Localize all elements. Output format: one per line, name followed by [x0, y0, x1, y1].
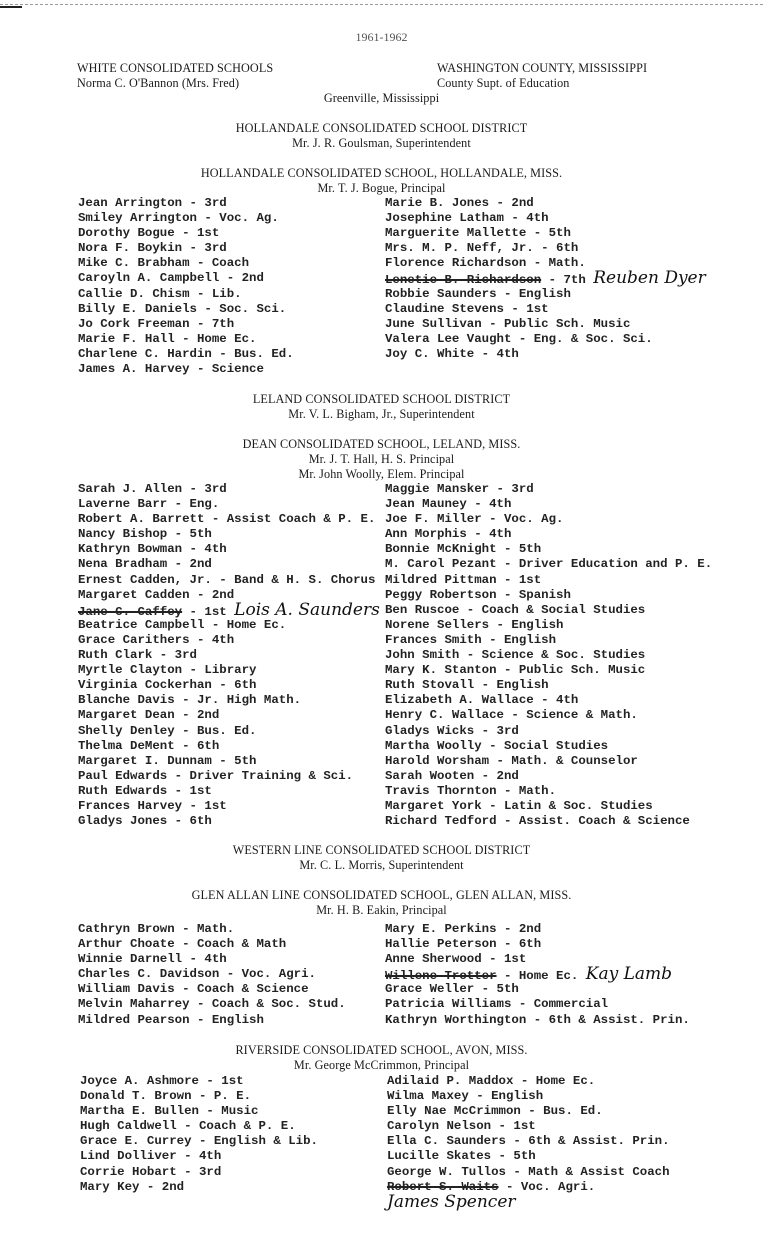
staff-entry: Grace Carithers - 4th	[78, 632, 235, 647]
staff-entry: Gladys Jones - 6th	[78, 814, 212, 829]
staff-entry	[78, 599, 380, 620]
staff-entry: Margaret I. Dunnam - 5th	[78, 753, 257, 768]
staff-entry: Jean Mauney - 4th	[385, 497, 512, 512]
staff-entry: Joe F. Miller - Voc. Ag.	[385, 512, 564, 527]
header-left-name: Norma C. O'Bannon (Mrs. Fred)	[77, 76, 240, 90]
staff-entry: Marie F. Hall - Home Ec.	[78, 331, 257, 346]
staff-entry: Elly Nae McCrimmon - Bus. Ed.	[387, 1104, 603, 1119]
staff-entry: Donald T. Brown - P. E.	[80, 1089, 252, 1104]
staff-entry: Sarah J. Allen - 3rd	[78, 482, 227, 496]
staff-entry: Mildred Pearson - English	[78, 1012, 264, 1027]
header-left-title: WHITE CONSOLIDATED SCHOOLS	[77, 61, 274, 75]
staff-entry: Gladys Wicks - 3rd	[385, 723, 519, 738]
district-superintendent: Mr. C. L. Morris, Superintendent	[299, 858, 464, 872]
school-principal: Mr. John Woolly, Elem. Principal	[298, 467, 465, 481]
staff-entry: Ruth Edwards - 1st	[78, 783, 212, 798]
school-principal: Mr. J. T. Hall, H. S. Principal	[308, 452, 455, 466]
staff-entry: Joy C. White - 4th	[385, 346, 519, 361]
staff-entry: Ruth Stovall - English	[385, 678, 549, 693]
staff-entry: Mary E. Perkins - 2nd	[385, 922, 542, 936]
staff-entry: Myrtle Clayton - Library	[78, 663, 257, 678]
staff-entry: Anne Sherwood - 1st	[385, 952, 527, 967]
staff-entry: Maggie Mansker - 3rd	[385, 482, 534, 496]
staff-entry: Hugh Caldwell - Coach & P. E.	[80, 1119, 296, 1134]
staff-entry: Hallie Peterson - 6th	[385, 937, 542, 952]
staff-entry: Martha E. Bullen - Music	[80, 1104, 259, 1119]
school-title: DEAN CONSOLIDATED SCHOOL, LELAND, MISS.	[242, 437, 521, 451]
staff-entry: Callie D. Chism - Lib.	[78, 286, 242, 301]
staff-entry	[387, 1191, 670, 1212]
staff-entry: Joyce A. Ashmore - 1st	[80, 1074, 244, 1088]
staff-entry: Melvin Maharrey - Coach & Soc. Stud.	[78, 997, 346, 1012]
staff-entry: Jo Cork Freeman - 7th	[78, 316, 235, 331]
school-title: GLEN ALLAN LINE CONSOLIDATED SCHOOL, GLEN ALLAN, MISS.	[191, 888, 572, 902]
staff-entry: Ella C. Saunders - 6th & Assist. Prin.	[387, 1134, 670, 1149]
staff-entry: Jean Arrington - 3rd	[78, 196, 227, 210]
staff-entry: Shelly Denley - Bus. Ed.	[78, 723, 257, 738]
handwritten-replacement: James Spencer	[387, 1191, 516, 1212]
staff-entry: Bonnie McKnight - 5th	[385, 542, 542, 557]
staff-entry: M. Carol Pezant - Driver Education and P. E.	[385, 557, 713, 572]
staff-list-right	[385, 922, 690, 1028]
staff-entry: Elizabeth A. Wallace - 4th	[385, 693, 579, 708]
district-superintendent: Mr. V. L. Bigham, Jr., Superintendent	[288, 407, 475, 421]
staff-entry: Nancy Bishop - 5th	[78, 527, 212, 542]
staff-entry: Travis Thornton - Math.	[385, 783, 557, 798]
staff-entry: Mary K. Stanton - Public Sch. Music	[385, 663, 646, 678]
staff-entry: Nora F. Boykin - 3rd	[78, 241, 227, 256]
struck-name: Willene Trotter	[385, 969, 497, 984]
header-city: Greenville, Mississippi	[323, 91, 440, 105]
staff-entry: James A. Harvey - Science	[78, 362, 264, 377]
staff-entry: Thelma DeMent - 6th	[78, 738, 220, 753]
staff-entry: Cathryn Brown - Math.	[78, 922, 235, 936]
staff-entry: Harold Worsham - Math. & Counselor	[385, 753, 638, 768]
district-title: WESTERN LINE CONSOLIDATED SCHOOL DISTRICT	[232, 843, 531, 857]
school-principal: Mr. H. B. Eakin, Principal	[316, 903, 447, 917]
assignment: - 1st	[182, 604, 235, 619]
header-right-title: WASHINGTON COUNTY, MISSISSIPPI	[437, 61, 648, 75]
staff-list-left	[78, 196, 294, 377]
staff-entry: Peggy Robertson - Spanish	[385, 587, 571, 602]
district-title: LELAND CONSOLIDATED SCHOOL DISTRICT	[252, 392, 511, 406]
staff-entry: Ruth Clark - 3rd	[78, 648, 197, 663]
staff-entry: Marie B. Jones - 2nd	[385, 196, 534, 210]
staff-entry	[385, 268, 706, 289]
staff-entry: Blanche Davis - Jr. High Math.	[78, 693, 302, 708]
staff-entry: Claudine Stevens - 1st	[385, 301, 549, 316]
staff-entry: Florence Richardson - Math.	[385, 256, 586, 271]
staff-list-right	[385, 482, 712, 829]
staff-entry: Arthur Choate - Coach & Math	[78, 937, 287, 952]
struck-name: Lenetie B. Richardson	[385, 273, 542, 288]
staff-entry: Margaret Cadden - 2nd	[78, 587, 235, 602]
staff-entry: Mary Key - 2nd	[80, 1179, 185, 1194]
staff-entry: Caroyln A. Campbell - 2nd	[78, 271, 264, 286]
staff-entry: Adilaid P. Maddox - Home Ec.	[387, 1074, 596, 1088]
staff-entry: Richard Tedford - Assist. Coach & Science	[385, 814, 690, 829]
staff-entry: Carolyn Nelson - 1st	[387, 1119, 536, 1134]
staff-entry: Grace Weller - 5th	[385, 982, 519, 997]
staff-list-right	[387, 1074, 670, 1210]
staff-entry: Laverne Barr - Eng.	[78, 497, 220, 512]
staff-entry: Lucille Skates - 5th	[387, 1149, 536, 1164]
staff-entry: Ben Ruscoe - Coach & Social Studies	[385, 602, 646, 617]
staff-entry: Dorothy Bogue - 1st	[78, 226, 220, 241]
staff-entry: Nena Bradham - 2nd	[78, 557, 212, 572]
staff-entry: Patricia Williams - Commercial	[385, 997, 609, 1012]
staff-entry: Norene Sellers - English	[385, 617, 564, 632]
staff-entry: George W. Tullos - Math & Assist Coach	[387, 1164, 670, 1179]
scan-mark	[0, 6, 22, 8]
staff-entry: Winnie Darnell - 4th	[78, 952, 227, 967]
school-principal: Mr. George McCrimmon, Principal	[293, 1058, 470, 1072]
assignment: - Voc. Agri.	[498, 1179, 596, 1194]
staff-entry: Marguerite Mallette - 5th	[385, 226, 571, 241]
staff-entry: Charles C. Davidson - Voc. Agri.	[78, 967, 316, 982]
staff-entry: Sarah Wooten - 2nd	[385, 768, 519, 783]
staff-entry: William Davis - Coach & Science	[78, 982, 309, 997]
school-title: HOLLANDALE CONSOLIDATED SCHOOL, HOLLANDALE, MISS.	[200, 166, 563, 180]
assignment: - 7th	[541, 273, 594, 288]
document-year: 1961-1962	[355, 30, 408, 44]
handwritten-replacement: Lois A. Saunders	[234, 599, 380, 620]
staff-entry: Josephine Latham - 4th	[385, 211, 549, 226]
staff-list-left	[78, 922, 346, 1028]
staff-entry: Wilma Maxey - English	[387, 1089, 544, 1104]
struck-name: Robert S. Waits	[387, 1179, 499, 1194]
struck-name: Jane C. Caffey	[78, 604, 183, 619]
staff-entry: Smiley Arrington - Voc. Ag.	[78, 211, 279, 226]
staff-entry: Ernest Cadden, Jr. - Band & H. S. Chorus	[78, 572, 376, 587]
district-title: HOLLANDALE CONSOLIDATED SCHOOL DISTRICT	[235, 121, 528, 135]
handwritten-replacement: Kay Lamb	[585, 964, 673, 985]
staff-entry: Kathryn Bowman - 4th	[78, 542, 227, 557]
staff-entry	[385, 964, 690, 985]
staff-entry: Robert A. Barrett - Assist Coach & P. E.	[78, 512, 376, 527]
school-principal: Mr. T. J. Bogue, Principal	[317, 181, 446, 195]
staff-entry: Paul Edwards - Driver Training & Sci.	[78, 768, 354, 783]
staff-entry: Frances Smith - English	[385, 632, 557, 647]
staff-entry: Margaret York - Latin & Soc. Studies	[385, 798, 653, 813]
staff-entry: Mike C. Brabham - Coach	[78, 256, 250, 271]
district-superintendent: Mr. J. R. Goulsman, Superintendent	[292, 136, 471, 150]
assignment: - Home Ec.	[496, 969, 586, 984]
staff-entry: Margaret Dean - 2nd	[78, 708, 220, 723]
staff-list-left	[80, 1074, 318, 1195]
staff-entry: John Smith - Science & Soc. Studies	[385, 648, 646, 663]
staff-entry: Corrie Hobart - 3rd	[80, 1164, 222, 1179]
staff-list-left	[78, 482, 380, 829]
school-title: RIVERSIDE CONSOLIDATED SCHOOL, AVON, MISS.	[235, 1043, 528, 1057]
staff-entry: Kathryn Worthington - 6th & Assist. Prin.	[385, 1012, 690, 1027]
staff-entry: Mildred Pittman - 1st	[385, 572, 542, 587]
staff-entry: Ann Morphis - 4th	[385, 527, 512, 542]
handwritten-replacement: Reuben Dyer	[593, 268, 706, 289]
header-right-subtitle: County Supt. of Education	[437, 76, 570, 90]
staff-entry: Beatrice Campbell - Home Ec.	[78, 617, 287, 632]
staff-entry: June Sullivan - Public Sch. Music	[385, 316, 631, 331]
staff-entry: Lind Dolliver - 4th	[80, 1149, 222, 1164]
page-edge-line	[0, 4, 763, 5]
staff-entry: Robbie Saunders - English	[385, 286, 571, 301]
staff-entry: Frances Harvey - 1st	[78, 798, 227, 813]
staff-entry: Virginia Cockerhan - 6th	[78, 678, 257, 693]
staff-entry: Martha Woolly - Social Studies	[385, 738, 609, 753]
staff-list-right	[385, 196, 706, 362]
staff-entry: Henry C. Wallace - Science & Math.	[385, 708, 638, 723]
staff-entry: Mrs. M. P. Neff, Jr. - 6th	[385, 241, 579, 256]
staff-entry: Billy E. Daniels - Soc. Sci.	[78, 301, 287, 316]
staff-entry: Valera Lee Vaught - Eng. & Soc. Sci.	[385, 331, 653, 346]
staff-entry: Grace E. Currey - English & Lib.	[80, 1134, 318, 1149]
staff-entry: Charlene C. Hardin - Bus. Ed.	[78, 346, 294, 361]
